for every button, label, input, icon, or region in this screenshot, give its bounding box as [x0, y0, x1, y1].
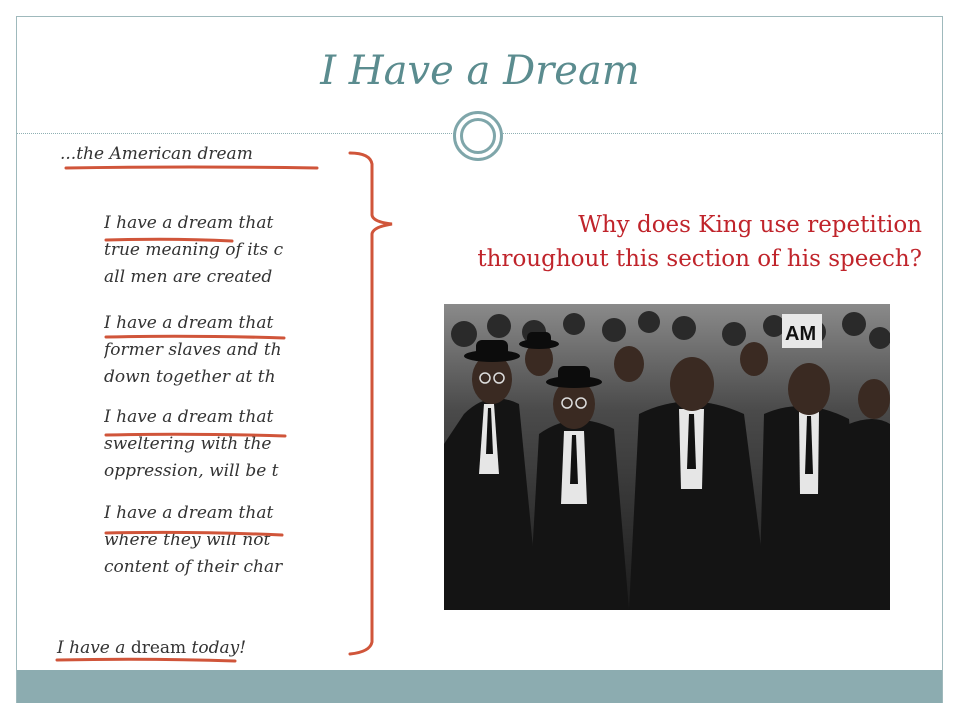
quote-intro: ...the American dream: [60, 144, 253, 164]
civil-rights-march-photo: [444, 304, 890, 610]
underline-closing: [57, 659, 235, 661]
quote-line: content of their char: [104, 557, 283, 577]
march-photo-illustration: [444, 304, 890, 610]
closing-prefix: I have a: [57, 638, 131, 658]
slide-title: I Have a Dream: [320, 48, 640, 94]
quote-line: I have a dream that: [104, 407, 274, 427]
quote-line: former slaves and th: [104, 340, 282, 360]
quote-line: sweltering with the: [104, 434, 272, 454]
quote-line: true meaning of its c: [104, 240, 284, 260]
closing-dream-word: dream: [130, 638, 187, 658]
footer-bar: [17, 670, 942, 703]
closing-suffix: today!: [186, 638, 247, 658]
quote-line: I have a dream that: [104, 503, 274, 523]
underline-dream-1: [106, 239, 232, 241]
quote-line: I have a dream that: [104, 213, 274, 233]
question-line-1: Why does King use repetition: [578, 212, 922, 238]
underline-dream-3: [106, 434, 285, 436]
discussion-question: [372, 208, 922, 276]
quote-line: oppression, will be t: [104, 461, 279, 481]
quote-line: all men are created: [104, 267, 273, 287]
quote-line: down together at th: [104, 367, 276, 387]
quote-line: I have a dream that: [104, 313, 274, 333]
question-line-2: throughout this section of his speech?: [477, 246, 922, 272]
underline-intro: [66, 167, 317, 168]
underline-dream-4: [106, 532, 282, 535]
underline-dream-2: [106, 336, 284, 338]
protest-sign-text: AM: [785, 323, 817, 345]
quote-line: where they will not: [104, 530, 271, 550]
